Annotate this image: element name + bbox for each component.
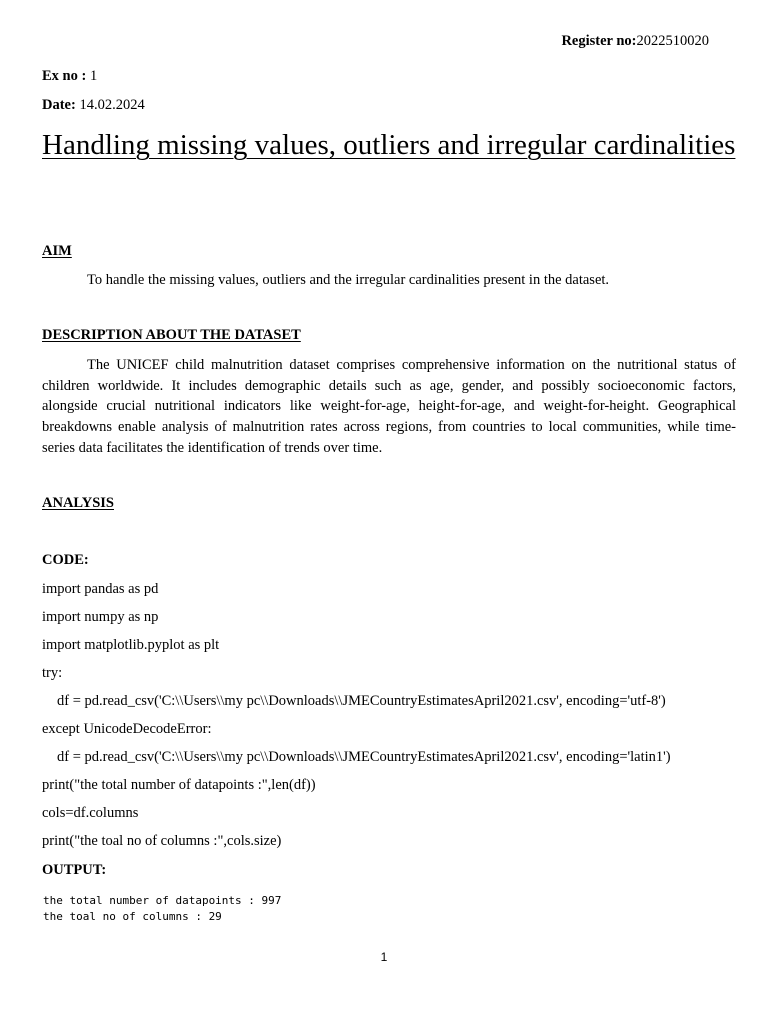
code-line: try:: [42, 665, 63, 681]
aim-heading: AIM: [42, 243, 72, 259]
code-line: cols=df.columns: [42, 805, 139, 821]
code-line: print("the total number of datapoints :",len(df)): [42, 777, 316, 793]
code-label: CODE:: [42, 552, 89, 568]
date-value: 14.02.2024: [79, 97, 145, 113]
analysis-heading: ANALYSIS: [42, 495, 114, 511]
exno-value: 1: [89, 68, 98, 84]
date-label: Date:: [42, 97, 76, 113]
page-title: Handling missing values, outliers and irregular cardinalities: [42, 129, 736, 161]
code-line: import matplotlib.pyplot as plt: [42, 637, 220, 653]
code-line: import numpy as np: [42, 609, 159, 625]
code-line: df = pd.read_csv('C:\\Users\\my pc\\Downloads\\JMECountryEstimatesApril2021.csv', encoding='utf-8'): [57, 693, 666, 709]
output-label: OUTPUT:: [42, 862, 107, 878]
page-number: 1: [380, 950, 388, 964]
console-line: the toal no of columns : 29: [43, 909, 222, 923]
description-text: The UNICEF child malnutrition dataset comprises comprehensive information on the nutritional status of children worldwide. It includes demographic details such as age, gender, and possibly socioeconomic factors, alongside crucial nutritional indicators like weight-for-age, height-for-age, and weight-for-height. Geographical breakdowns enable analysis of malnutrition rates across regions, from countries to local communities, while time-series data facilitates the identification of trends over time.: [42, 357, 736, 456]
code-line: except UnicodeDecodeError:: [42, 721, 212, 737]
aim-text: To handle the missing values, outliers and the irregular cardinalities present in the dataset.: [87, 272, 610, 288]
exercise-date: [42, 97, 145, 114]
console-line: the total number of datapoints : 997: [43, 894, 282, 907]
code-block: [42, 579, 671, 859]
code-line: df = pd.read_csv('C:\\Users\\my pc\\Downloads\\JMECountryEstimatesApril2021.csv', encoding='latin1'): [57, 749, 671, 765]
register-value: 2022510020: [636, 33, 709, 49]
code-line: import pandas as pd: [42, 581, 159, 597]
exercise-number: [42, 68, 97, 85]
register-number: [561, 33, 709, 50]
description-heading: DESCRIPTION ABOUT THE DATASET: [42, 327, 301, 343]
register-label: Register no:: [561, 33, 637, 49]
exno-label: Ex no :: [42, 68, 87, 84]
code-line: print("the toal no of columns :",cols.size): [42, 833, 282, 849]
console-output: [43, 893, 281, 924]
